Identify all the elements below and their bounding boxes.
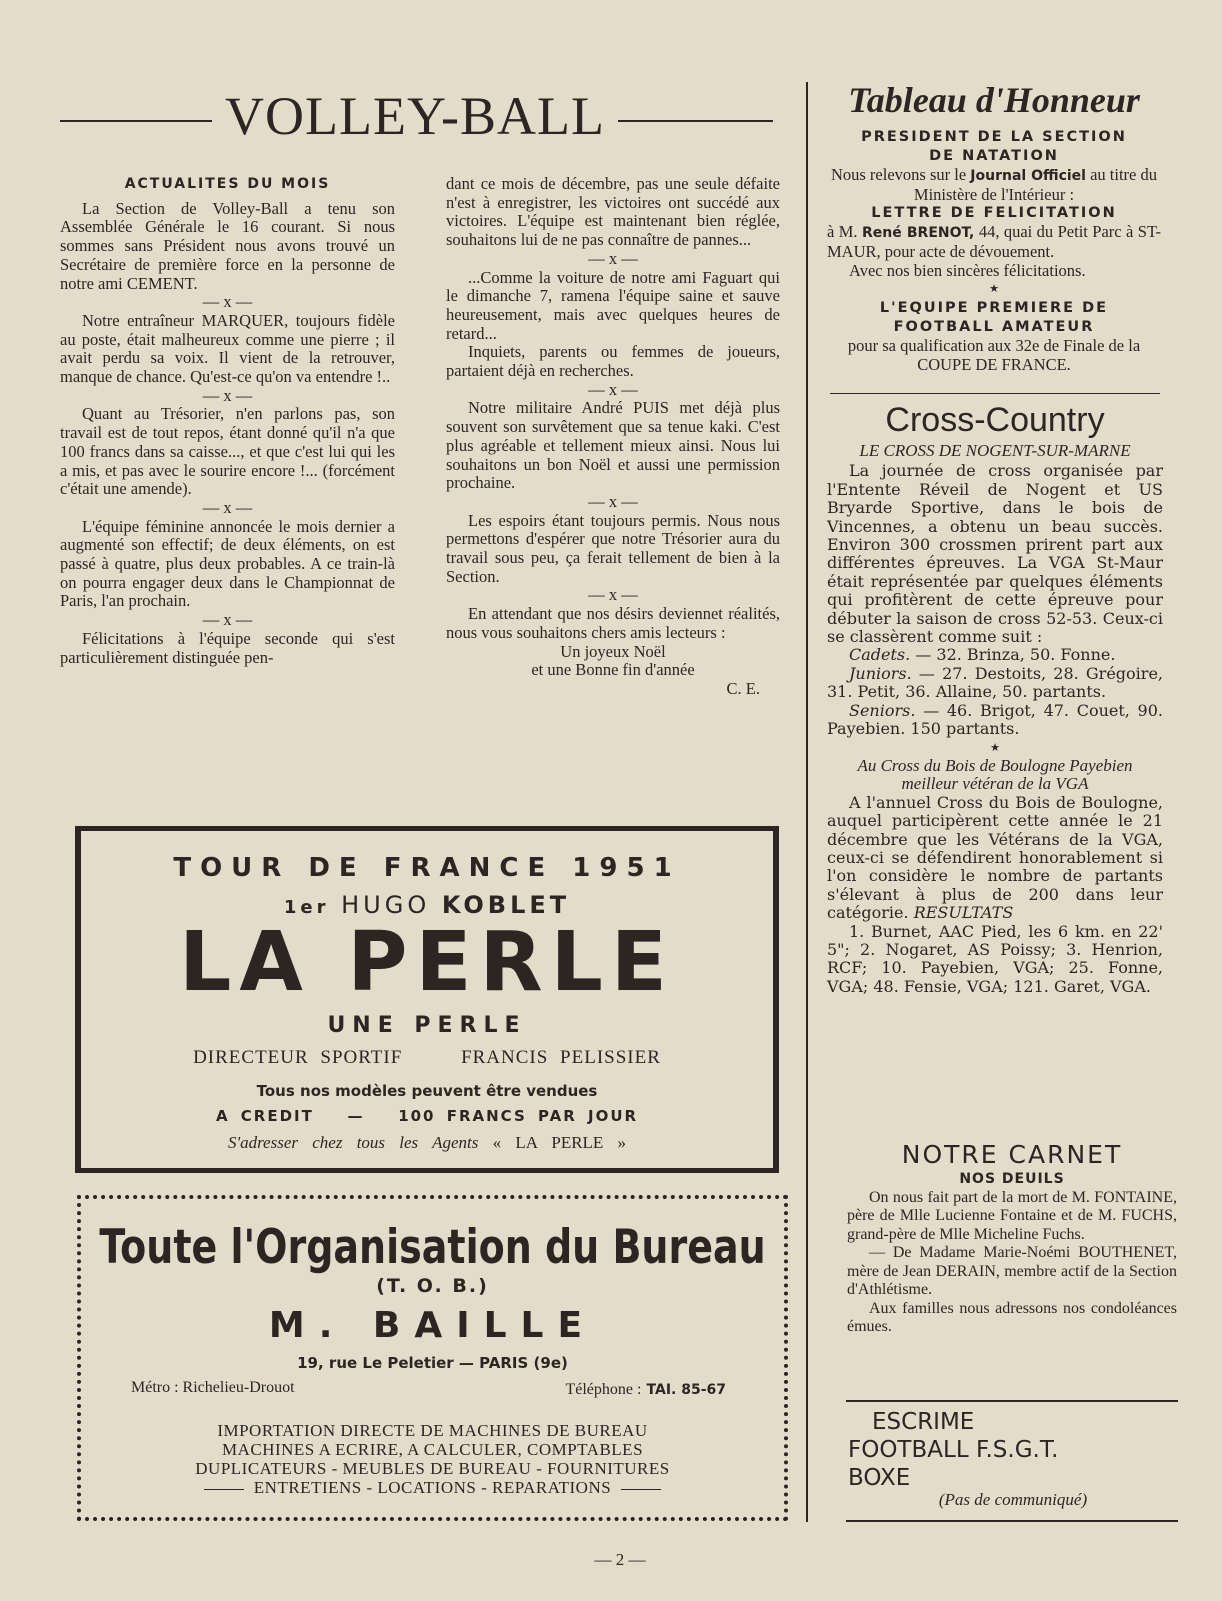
volley-para: Notre entraîneur MARQUER, toujours fidèle au poste, était malheureux comme une pierre ; il avait perdu sa voix. Il vient de la retrouver, manque de chance. Qu'est-ce qu'on va entendre !.. (60, 310, 395, 387)
bureau-line: IMPORTATION DIRECTE DE MACHINES DE BUREAU (217, 1421, 648, 1440)
volley-para: La Section de Volley-Ball a tenu son Assemblée Générale le 16 courant. Si nous sommes sans Président nous avons trouvé un Secrétaire de première force en la personne de notre ami CEMENT. (60, 198, 395, 293)
star-separator: ★ (990, 740, 1000, 754)
volley-para: Félicitations à l'équipe seconde qui s'est particulièrement distinguée pen- (60, 628, 395, 667)
perle-credit (81, 1107, 773, 1125)
bureau-rule-right (621, 1489, 661, 1490)
honneur-heading-3: L'EQUIPE PREMIERE DE FOOTBALL AMATEUR (879, 299, 1109, 335)
carnet-section (847, 1140, 1177, 1337)
bureau-phone (565, 1379, 726, 1399)
cross-section (827, 398, 1163, 996)
volley-heading: ACTUALITES DU MOIS (124, 176, 331, 192)
bureau-address: 19, rue Le Peletier — PARIS (9e) (297, 1354, 568, 1372)
bureau-rule-left (204, 1489, 244, 1490)
star-separator: ★ (989, 283, 999, 296)
separator: — x — (202, 497, 253, 517)
perle-credit-b: 100 FRANCS PAR JOUR (398, 1107, 639, 1125)
cross-title: Cross-Country (885, 401, 1105, 439)
perle-line1: TOUR DE FRANCE 1951 (173, 853, 681, 883)
page-number: — 2 — (594, 1550, 646, 1569)
misc-note: (Pas de communiqué) (938, 1490, 1088, 1509)
misc-football: FOOTBALL F.S.G.T. (848, 1437, 1059, 1463)
honneur-heading-2: LETTRE DE FELICITATION (871, 205, 1117, 222)
bureau-line (81, 1478, 784, 1497)
volley-para: Inquiets, parents ou femmes de joueurs, partaient déjà en recherches. (446, 342, 780, 381)
cross-results-label: RESULTATS (913, 903, 1014, 923)
separator: — x — (588, 585, 638, 605)
cross-subtitle: LE CROSS DE NOGENT-SUR-MARNE (859, 441, 1131, 460)
volley-col-2 (446, 175, 780, 699)
carnet-para: — De Madame Marie-Noémi BOUTHENET, mère de Jean DERAIN, membre actif de la Section d'Athlétisme. (847, 1244, 1177, 1298)
volley-para: Quant au Trésorier, n'en parlons pas, son travail est de tout repos, étant donné qu'il n'a que 100 francs dans sa caisse..., et que c'est lui qui les a mis, et pas avec le sourire encore !... (forcément c'était une amende). (60, 404, 395, 499)
volley-para: En attendant que nos désirs deviennet réalités, nous vous souhaitons chers amis lecteurs : (446, 604, 780, 642)
carnet-para: On nous fait part de la mort de M. FONTAINE, père de Mlle Lucienne Fontaine et de M. FUCHS, grand-père de Mlle Micheline Fuchs. (847, 1188, 1177, 1243)
honneur-p1c: au titre du Ministère de l'Intérieur : (913, 165, 1158, 204)
honneur-title: Tableau d'Honneur (848, 80, 1140, 120)
perle-credit-dash: — (347, 1107, 365, 1125)
bureau-line: DUPLICATEURS - MEUBLES DE BUREAU - FOURNITURES (195, 1459, 670, 1478)
honneur-heading-1: PRESIDENT DE LA SECTION DE NATATION (861, 129, 1127, 164)
cross-cadets-text: — 32. Brinza, 50. Fonne. (915, 645, 1116, 665)
perle-agents-brand: « LA PERLE » (492, 1133, 627, 1152)
cross-cadets-label: Cadets. (849, 645, 911, 665)
perle-brand: LA PERLE (179, 915, 675, 1010)
perle-agents (81, 1133, 773, 1153)
section-rule (830, 393, 1160, 394)
separator: — x — (588, 379, 638, 399)
volley-title: VOLLEY-BALL (225, 86, 605, 146)
column-divider (806, 82, 808, 1522)
volley-para: Notre militaire André PUIS met déjà plus souvent son survêtement que sa tenue kaki. C'est plus agréable et tellement mieux ainsi. Nous lui souhaitons un bon Noël et aussi une permission prochaine. (446, 398, 780, 493)
volley-para: dant ce mois de décembre, pas une seule défaite n'est à enregistrer, les victoires ont succédé aux victoires. L'équipe est maintenant bien réglée, souhaitons lui de ne pas connaître de pannes... (446, 174, 780, 250)
cross-juniors (827, 665, 1163, 702)
cross-seniors-text: — 46. Brigot, 47. Couet, 90. Payebien. 150 partants. (827, 700, 1164, 739)
carnet-para: Aux familles nous adressons nos condoléances émues. (847, 1299, 1177, 1335)
ad-perle (75, 826, 779, 1173)
perle-director-label: DIRECTEUR SPORTIF (193, 1047, 403, 1068)
separator: — x — (202, 610, 253, 630)
title-rule-left (60, 120, 212, 122)
closing-line: et une Bonne fin d'année (531, 660, 695, 680)
honneur-para: Avec nos bien sincères félicitations. (849, 260, 1086, 280)
perle-surname: KOBLET (441, 891, 571, 919)
bureau-title: Toute l'Organisation du Bureau (99, 1219, 766, 1274)
cross-subtitle-2: Au Cross du Bois de Boulogne Payebien meilleur vétéran de la VGA (857, 755, 1133, 794)
volley-para: L'équipe féminine annoncée le mois dernier a augmenté son effectif; de deux éléments, on est passé à quatre, plus deux probables. A ce train-là on pourra engager deux dans le Championnat de Paris, l'an prochain. (60, 516, 395, 611)
bureau-phone-label: Téléphone : (565, 1381, 642, 1398)
honneur-p1a: Nous relevons sur le (830, 165, 967, 184)
section-rule (846, 1520, 1178, 1522)
closing-line: Un joyeux Noël (560, 641, 666, 661)
honneur-para (827, 223, 1161, 261)
perle-models: Tous nos modèles peuvent être vendues (256, 1082, 598, 1100)
cross-results: 1. Burnet, AAC Pied, les 6 km. en 22' 5"; 2. Nogaret, AS Poissy; 3. Henrion, RCF; 10. Payebien, VGA; 25. Fonne, VGA; 48. Fensie, VGA; 121. Garet, VGA. (827, 921, 1163, 996)
perle-director-name: FRANCIS PELISSIER (461, 1047, 661, 1068)
cross-p2: A l'annuel Cross du Bois de Boulogne, auquel participèrent cette année le 21 décembre que les Vétérans de la VGA, ceux-ci se défendirent honorablement si l'on considère le nombre de partants s'élevant à plus de 200 dans leur catégorie. (827, 792, 1163, 923)
honneur-section (827, 78, 1161, 374)
bureau-acronym: (T. O. B.) (376, 1275, 489, 1297)
cross-juniors-text: — 27. Destoits, 28. Grégoire, 31. Petit, 36. Allaine, 50. partants. (827, 663, 1163, 702)
separator: — x — (588, 248, 638, 268)
perle-tagline: UNE PERLE (327, 1013, 527, 1038)
separator: — x — (202, 385, 253, 405)
volley-col-1 (60, 175, 395, 667)
volley-para: Les espoirs étant toujours permis. Nous nous permettons d'espérer que notre Trésorier aura du travail sous peu, ça ferait tellement de bien à la Section. (446, 510, 780, 586)
honneur-p2b: René BRENOT, (861, 225, 975, 242)
honneur-p2a: à M. (827, 222, 858, 242)
separator: — x — (202, 292, 253, 312)
bureau-line4: ENTRETIENS - LOCATIONS - REPARATIONS (253, 1478, 612, 1497)
honneur-p2c: 44, quai du Petit Parc à ST-MAUR, pour acte de dévouement. (827, 222, 1161, 261)
cross-seniors (827, 702, 1163, 739)
signature: C. E. (726, 678, 760, 698)
perle-rank: 1er (283, 897, 330, 918)
honneur-para (827, 166, 1161, 204)
section-rule (846, 1400, 1178, 1402)
carnet-title: NOTRE CARNET (901, 1140, 1123, 1169)
perle-firstname: HUGO (341, 891, 431, 919)
title-rule-right (618, 120, 773, 122)
volley-para: ...Comme la voiture de notre ami Faguart qui le dimanche 7, ramena l'équipe saine et sauve heureusement, mais avec quelques heures de retard... (446, 267, 780, 343)
bureau-phone-number: TAI. 85-67 (646, 1382, 726, 1398)
misc-section (848, 1408, 1178, 1510)
cross-para: La journée de cross organisée par l'Entente Réveil de Nogent et US Bryarde Sportive, dans le bois de Vincennes, a obtenu un beau succès. Environ 300 crossmen prirent part aux différentes épreuves. La VGA St-Maur était représentée par quelques éléments qui profitèrent de cette épreuve pour débuter la saison de cross 52-53. Ceux-ci se classèrent comme suit : (827, 461, 1163, 647)
perle-director (81, 1047, 773, 1069)
carnet-subtitle: NOS DEUILS (959, 1171, 1065, 1187)
bureau-metro: Métro : Richelieu-Drouot (131, 1379, 295, 1396)
misc-escrime: ESCRIME (872, 1409, 975, 1435)
bureau-name: M. BAILLE (268, 1305, 597, 1346)
bureau-products (81, 1421, 784, 1497)
cross-seniors-label: Seniors. (849, 700, 916, 720)
ad-bureau (77, 1195, 788, 1521)
cross-cadets (827, 646, 1163, 664)
perle-agents-text: S'adresser chez tous les Agents (227, 1133, 479, 1152)
misc-boxe: BOXE (848, 1465, 911, 1491)
perle-credit-a: A CREDIT (215, 1107, 314, 1125)
bureau-line: MACHINES A ECRIRE, A CALCULER, COMPTABLES (221, 1440, 644, 1459)
separator: — x — (588, 491, 638, 511)
cross-para (827, 794, 1163, 923)
cross-juniors-label: Juniors. (849, 663, 912, 683)
honneur-p1b: Journal Officiel (970, 168, 1086, 184)
honneur-para: pour sa qualification aux 32e de Finale de la COUPE DE FRANCE. (847, 335, 1141, 374)
